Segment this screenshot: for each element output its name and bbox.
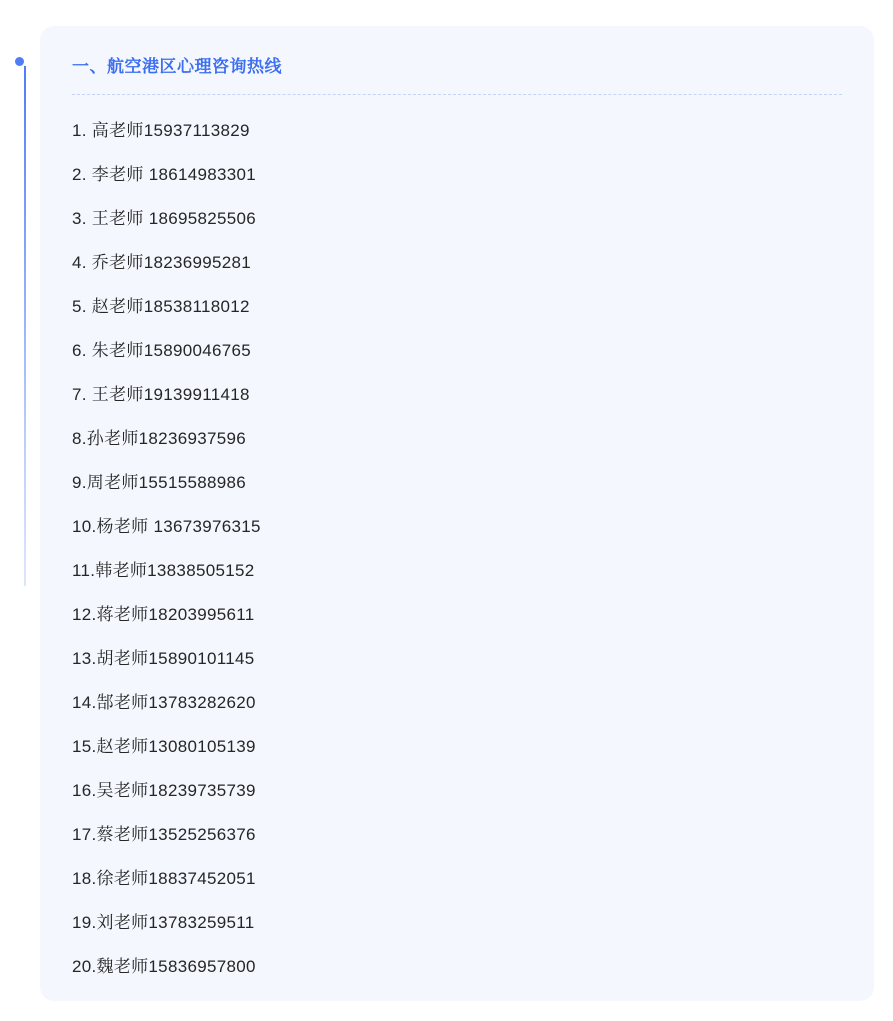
list-item: 16.吴老师18239735739 <box>72 781 256 800</box>
timeline-dot-icon <box>15 57 24 66</box>
page-title: 一、航空港区心理咨询热线 <box>72 54 842 95</box>
list-item: 1. 高老师15937113829 <box>72 121 250 140</box>
timeline-line <box>24 66 26 586</box>
hotline-list <box>72 109 842 989</box>
list-item: 3. 王老师 18695825506 <box>72 209 257 228</box>
list-item: 6. 朱老师15890046765 <box>72 341 252 360</box>
timeline-marker <box>15 46 39 566</box>
list-item: 13.胡老师15890101145 <box>72 649 255 668</box>
list-item: 12.蒋老师18203995611 <box>72 605 255 624</box>
list-item: 14.郜老师13783282620 <box>72 693 256 712</box>
list-item: 15.赵老师13080105139 <box>72 737 256 756</box>
list-item: 7. 王老师19139911418 <box>72 385 250 404</box>
list-item: 20.魏老师15836957800 <box>72 957 256 976</box>
list-item: 19.刘老师13783259511 <box>72 913 255 932</box>
list-item: 11.韩老师13838505152 <box>72 561 255 580</box>
hotline-card <box>40 26 874 1001</box>
list-item: 10.杨老师 13673976315 <box>72 517 261 536</box>
list-item: 17.蔡老师13525256376 <box>72 825 256 844</box>
list-item: 2. 李老师 18614983301 <box>72 165 257 184</box>
list-item: 8.孙老师18236937596 <box>72 429 246 448</box>
list-item: 18.徐老师18837452051 <box>72 869 256 888</box>
list-item: 4. 乔老师18236995281 <box>72 253 252 272</box>
list-item: 5. 赵老师18538118012 <box>72 297 250 316</box>
list-item: 9.周老师15515588986 <box>72 473 246 492</box>
